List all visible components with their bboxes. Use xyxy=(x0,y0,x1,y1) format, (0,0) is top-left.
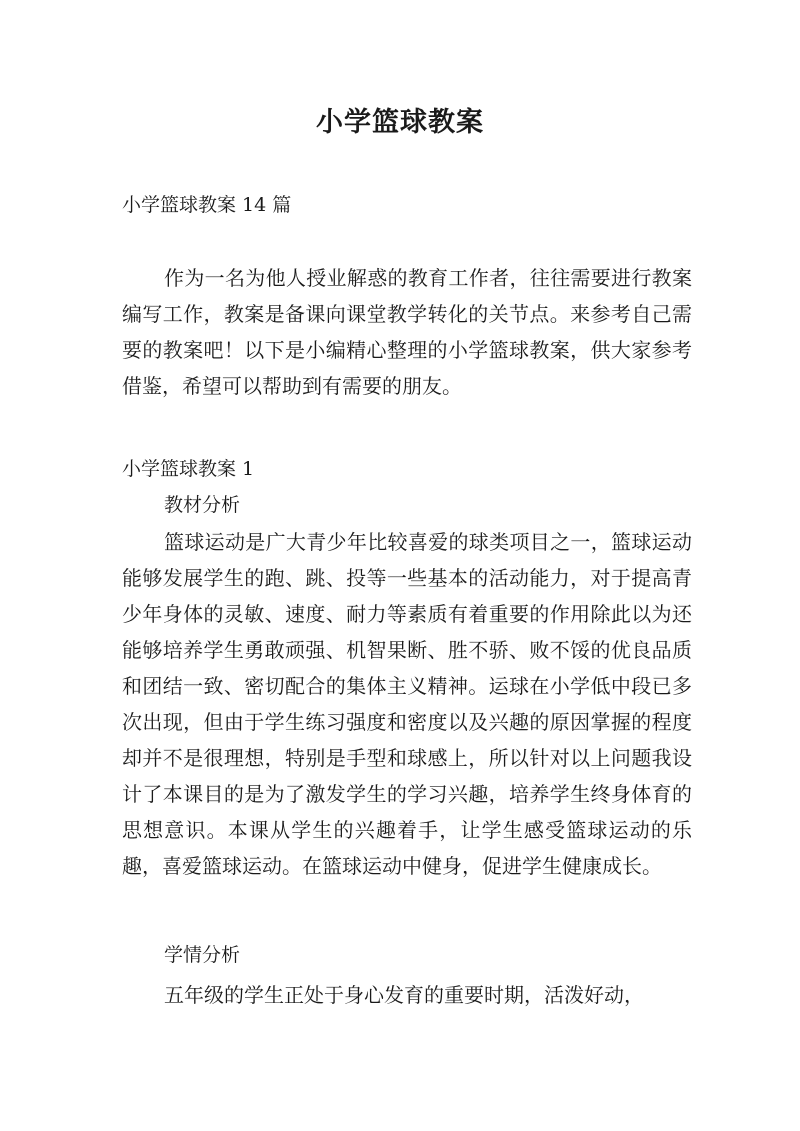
body-paragraph-textbook-analysis: 篮球运动是广大青少年比较喜爱的球类项目之一，篮球运动能够发展学生的跑、跳、投等一些基本的活动能力，对于提高青少年身体的灵敏、速度、耐力等素质有着重要的作用除此以为还能够培养学生勇敢顽强、机智果断、胜不骄、败不馁的优良品质和团结一致、密切配合的集体主义精神。运球在小学低中段已多次出现，但由于学生练习强度和密度以及兴趣的原因掌握的程度却并不是很理想，特别是手型和球感上，所以针对以上问题我设计了本课目的是为了激发学生的学习兴趣，培养学生终身体育的思想意识。本课从学生的兴趣着手，让学生感受篮球运动的乐趣，喜爱篮球运动。在篮球运动中健身，促进学生健康成长。 xyxy=(122,530,692,878)
body-paragraph-student-analysis: 五年级的学生正处于身心发育的重要时期，活泼好动， xyxy=(164,983,644,1007)
document-subtitle: 小学篮球教案 14 篇 xyxy=(122,194,292,216)
document-title: 小学篮球教案 xyxy=(316,107,484,138)
section-title: 小学篮球教案 1 xyxy=(122,458,255,480)
intro-paragraph: 作为一名为他人授业解惑的教育工作者，往往需要进行教案编写工作，教案是备课向课堂教学转化的关节点。来参考自己需要的教案吧！以下是小编精心整理的小学篮球教案，供大家参考借鉴，希望可以帮助到有需要的朋友。 xyxy=(122,266,692,398)
heading-student-analysis: 学情分析 xyxy=(164,944,241,966)
heading-textbook-analysis: 教材分析 xyxy=(164,494,241,516)
